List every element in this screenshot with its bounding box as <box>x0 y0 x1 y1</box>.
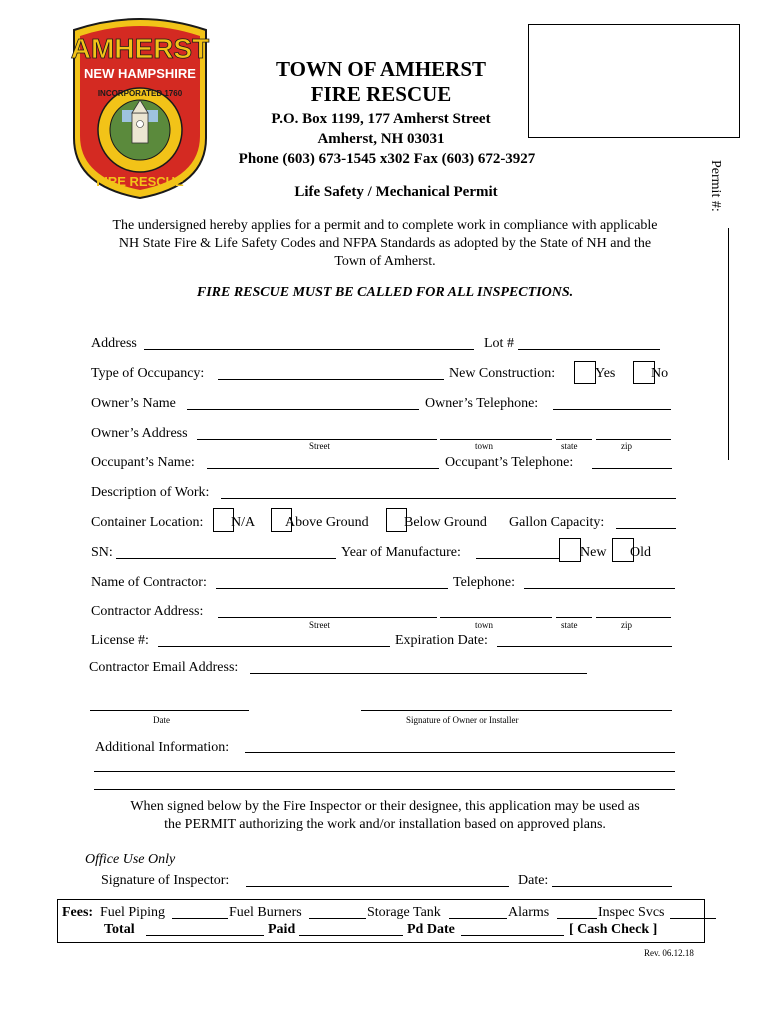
header-phone: Phone (603) 673-1545 x302 Fax (603) 672-3927 <box>238 151 536 167</box>
inspector-date-field[interactable] <box>552 886 672 887</box>
intro-line2: NH State Fire & Life Safety Codes and NFPA Standards as adopted by the State of NH and the <box>118 236 652 251</box>
owners-zip-field[interactable] <box>596 439 671 440</box>
additional-info-line3[interactable] <box>94 789 675 790</box>
cash-check-options[interactable]: [ Cash Check ] <box>569 922 658 937</box>
contractor-town-field[interactable] <box>440 617 552 618</box>
paid-field[interactable] <box>299 935 403 936</box>
zip-caption: zip <box>621 441 632 451</box>
fee-storage-tank-label: Storage Tank <box>367 905 441 920</box>
new-construction-yes-checkbox[interactable] <box>574 361 596 384</box>
total-field[interactable] <box>146 935 264 936</box>
occupancy-field[interactable] <box>218 379 444 380</box>
paid-label: Paid <box>268 922 296 937</box>
header-title-line2: FIRE RESCUE <box>310 82 452 106</box>
header-title-line1: TOWN OF AMHERST <box>275 57 487 81</box>
permit-number-line[interactable] <box>728 228 729 460</box>
contractor-phone-field[interactable] <box>524 588 675 589</box>
contractor-email-label: Contractor Email Address: <box>89 660 239 675</box>
contractor-state-caption: state <box>561 620 578 630</box>
contractor-state-field[interactable] <box>556 617 592 618</box>
revision-label: Rev. 06.12.18 <box>644 948 694 958</box>
contractor-street-caption: Street <box>309 620 330 630</box>
logo-bottom-text: FIRE RESCUE <box>96 174 184 189</box>
total-label: Total <box>104 922 135 937</box>
gallon-capacity-field[interactable] <box>616 528 676 529</box>
above-ground-label: Above Ground <box>285 515 369 530</box>
lot-label: Lot # <box>484 336 514 351</box>
contractor-zip-field[interactable] <box>596 617 671 618</box>
pd-date-field[interactable] <box>461 935 564 936</box>
signed-notice-line2: the PERMIT authorizing the work and/or installation based on approved plans. <box>164 817 606 832</box>
contractor-name-field[interactable] <box>216 588 448 589</box>
fee-fuel-burners-label: Fuel Burners <box>229 905 302 920</box>
occupants-phone-field[interactable] <box>592 468 672 469</box>
office-use-heading: Office Use Only <box>85 852 176 867</box>
year-mfg-label: Year of Manufacture: <box>341 545 461 560</box>
owners-street-field[interactable] <box>197 439 437 440</box>
contractor-street-field[interactable] <box>218 617 437 618</box>
inspector-date-label: Date: <box>518 873 549 888</box>
license-field[interactable] <box>158 646 390 647</box>
sn-label: SN: <box>91 545 113 560</box>
gallon-capacity-label: Gallon Capacity: <box>509 515 605 530</box>
intro-line3: Town of Amherst. <box>334 254 436 269</box>
fee-fuel-piping-field[interactable] <box>172 918 228 919</box>
lot-field[interactable] <box>518 349 660 350</box>
owner-signature-caption: Signature of Owner or Installer <box>406 715 519 725</box>
new-construction-label: New Construction: <box>449 366 556 381</box>
logo-top-text: AMHERST <box>70 33 210 64</box>
address-label: Address <box>91 336 137 351</box>
expiration-label: Expiration Date: <box>395 633 488 648</box>
owners-name-label: Owner’s Name <box>91 396 176 411</box>
contractor-phone-label: Telephone: <box>453 575 515 590</box>
yes-label: Yes <box>595 366 616 381</box>
header-address-line1: P.O. Box 1199, 177 Amherst Street <box>271 111 491 127</box>
header-address-line2: Amherst, NH 03031 <box>317 131 445 147</box>
description-label: Description of Work: <box>91 485 210 500</box>
intro-line1: The undersigned hereby applies for a permit and to complete work in compliance with applicable <box>112 218 658 233</box>
year-mfg-field[interactable] <box>476 558 560 559</box>
fee-storage-tank-field[interactable] <box>449 918 507 919</box>
inspector-signature-label: Signature of Inspector: <box>101 873 230 888</box>
additional-info-label: Additional Information: <box>95 740 230 755</box>
below-ground-label: Below Ground <box>404 515 487 530</box>
occupants-name-label: Occupant’s Name: <box>91 455 195 470</box>
town-caption: town <box>475 441 493 451</box>
signed-notice-line1: When signed below by the Fire Inspector or their designee, this application may be used as <box>130 799 640 814</box>
owners-phone-field[interactable] <box>553 409 671 410</box>
new-tank-checkbox[interactable] <box>559 538 581 562</box>
fee-alarms-label: Alarms <box>508 905 550 920</box>
inspector-signature-field[interactable] <box>246 886 509 887</box>
street-caption: Street <box>309 441 330 451</box>
contractor-email-field[interactable] <box>250 673 587 674</box>
new-label: New <box>580 545 607 560</box>
fees-label: Fees: <box>62 905 94 920</box>
contractor-name-label: Name of Contractor: <box>91 575 207 590</box>
permit-stamp-box <box>528 24 740 138</box>
logo-ring-text: INCORPORATED 1760 <box>97 89 183 98</box>
container-location-label: Container Location: <box>91 515 204 530</box>
contractor-town-caption: town <box>475 620 493 630</box>
sn-field[interactable] <box>116 558 336 559</box>
license-label: License #: <box>91 633 149 648</box>
date-signature-line[interactable] <box>90 710 249 711</box>
owners-address-label: Owner’s Address <box>91 426 188 441</box>
no-label: No <box>651 366 669 381</box>
fee-inspec-svcs-field[interactable] <box>670 918 716 919</box>
date-caption: Date <box>153 715 170 725</box>
owners-state-field[interactable] <box>556 439 592 440</box>
owners-name-field[interactable] <box>187 409 419 410</box>
occupancy-label: Type of Occupancy: <box>91 366 205 381</box>
fee-inspec-svcs-label: Inspec Svcs <box>598 905 665 920</box>
contractor-address-label: Contractor Address: <box>91 604 204 619</box>
fee-fuel-burners-field[interactable] <box>309 918 366 919</box>
contractor-zip-caption: zip <box>621 620 632 630</box>
fee-fuel-piping-label: Fuel Piping <box>100 905 165 920</box>
na-label: N/A <box>231 515 256 530</box>
owners-town-field[interactable] <box>440 439 552 440</box>
permit-title: Life Safety / Mechanical Permit <box>294 184 498 200</box>
old-label: Old <box>630 545 651 560</box>
owner-signature-line[interactable] <box>361 710 672 711</box>
amherst-fire-rescue-patch <box>66 18 214 200</box>
pd-date-label: Pd Date <box>407 922 455 937</box>
fee-alarms-field[interactable] <box>557 918 597 919</box>
expiration-field[interactable] <box>497 646 672 647</box>
address-field[interactable] <box>144 349 474 350</box>
additional-info-line1[interactable] <box>245 752 675 753</box>
logo-state-text: NEW HAMPSHIRE <box>84 66 196 81</box>
additional-info-line2[interactable] <box>94 771 675 772</box>
permit-number-label: Permit #: <box>708 160 723 212</box>
state-caption: state <box>561 441 578 451</box>
inspection-notice: FIRE RESCUE MUST BE CALLED FOR ALL INSPECTIONS. <box>196 285 574 300</box>
owners-phone-label: Owner’s Telephone: <box>425 396 539 411</box>
occupants-name-field[interactable] <box>207 468 439 469</box>
description-field[interactable] <box>221 498 676 499</box>
occupants-phone-label: Occupant’s Telephone: <box>445 455 574 470</box>
